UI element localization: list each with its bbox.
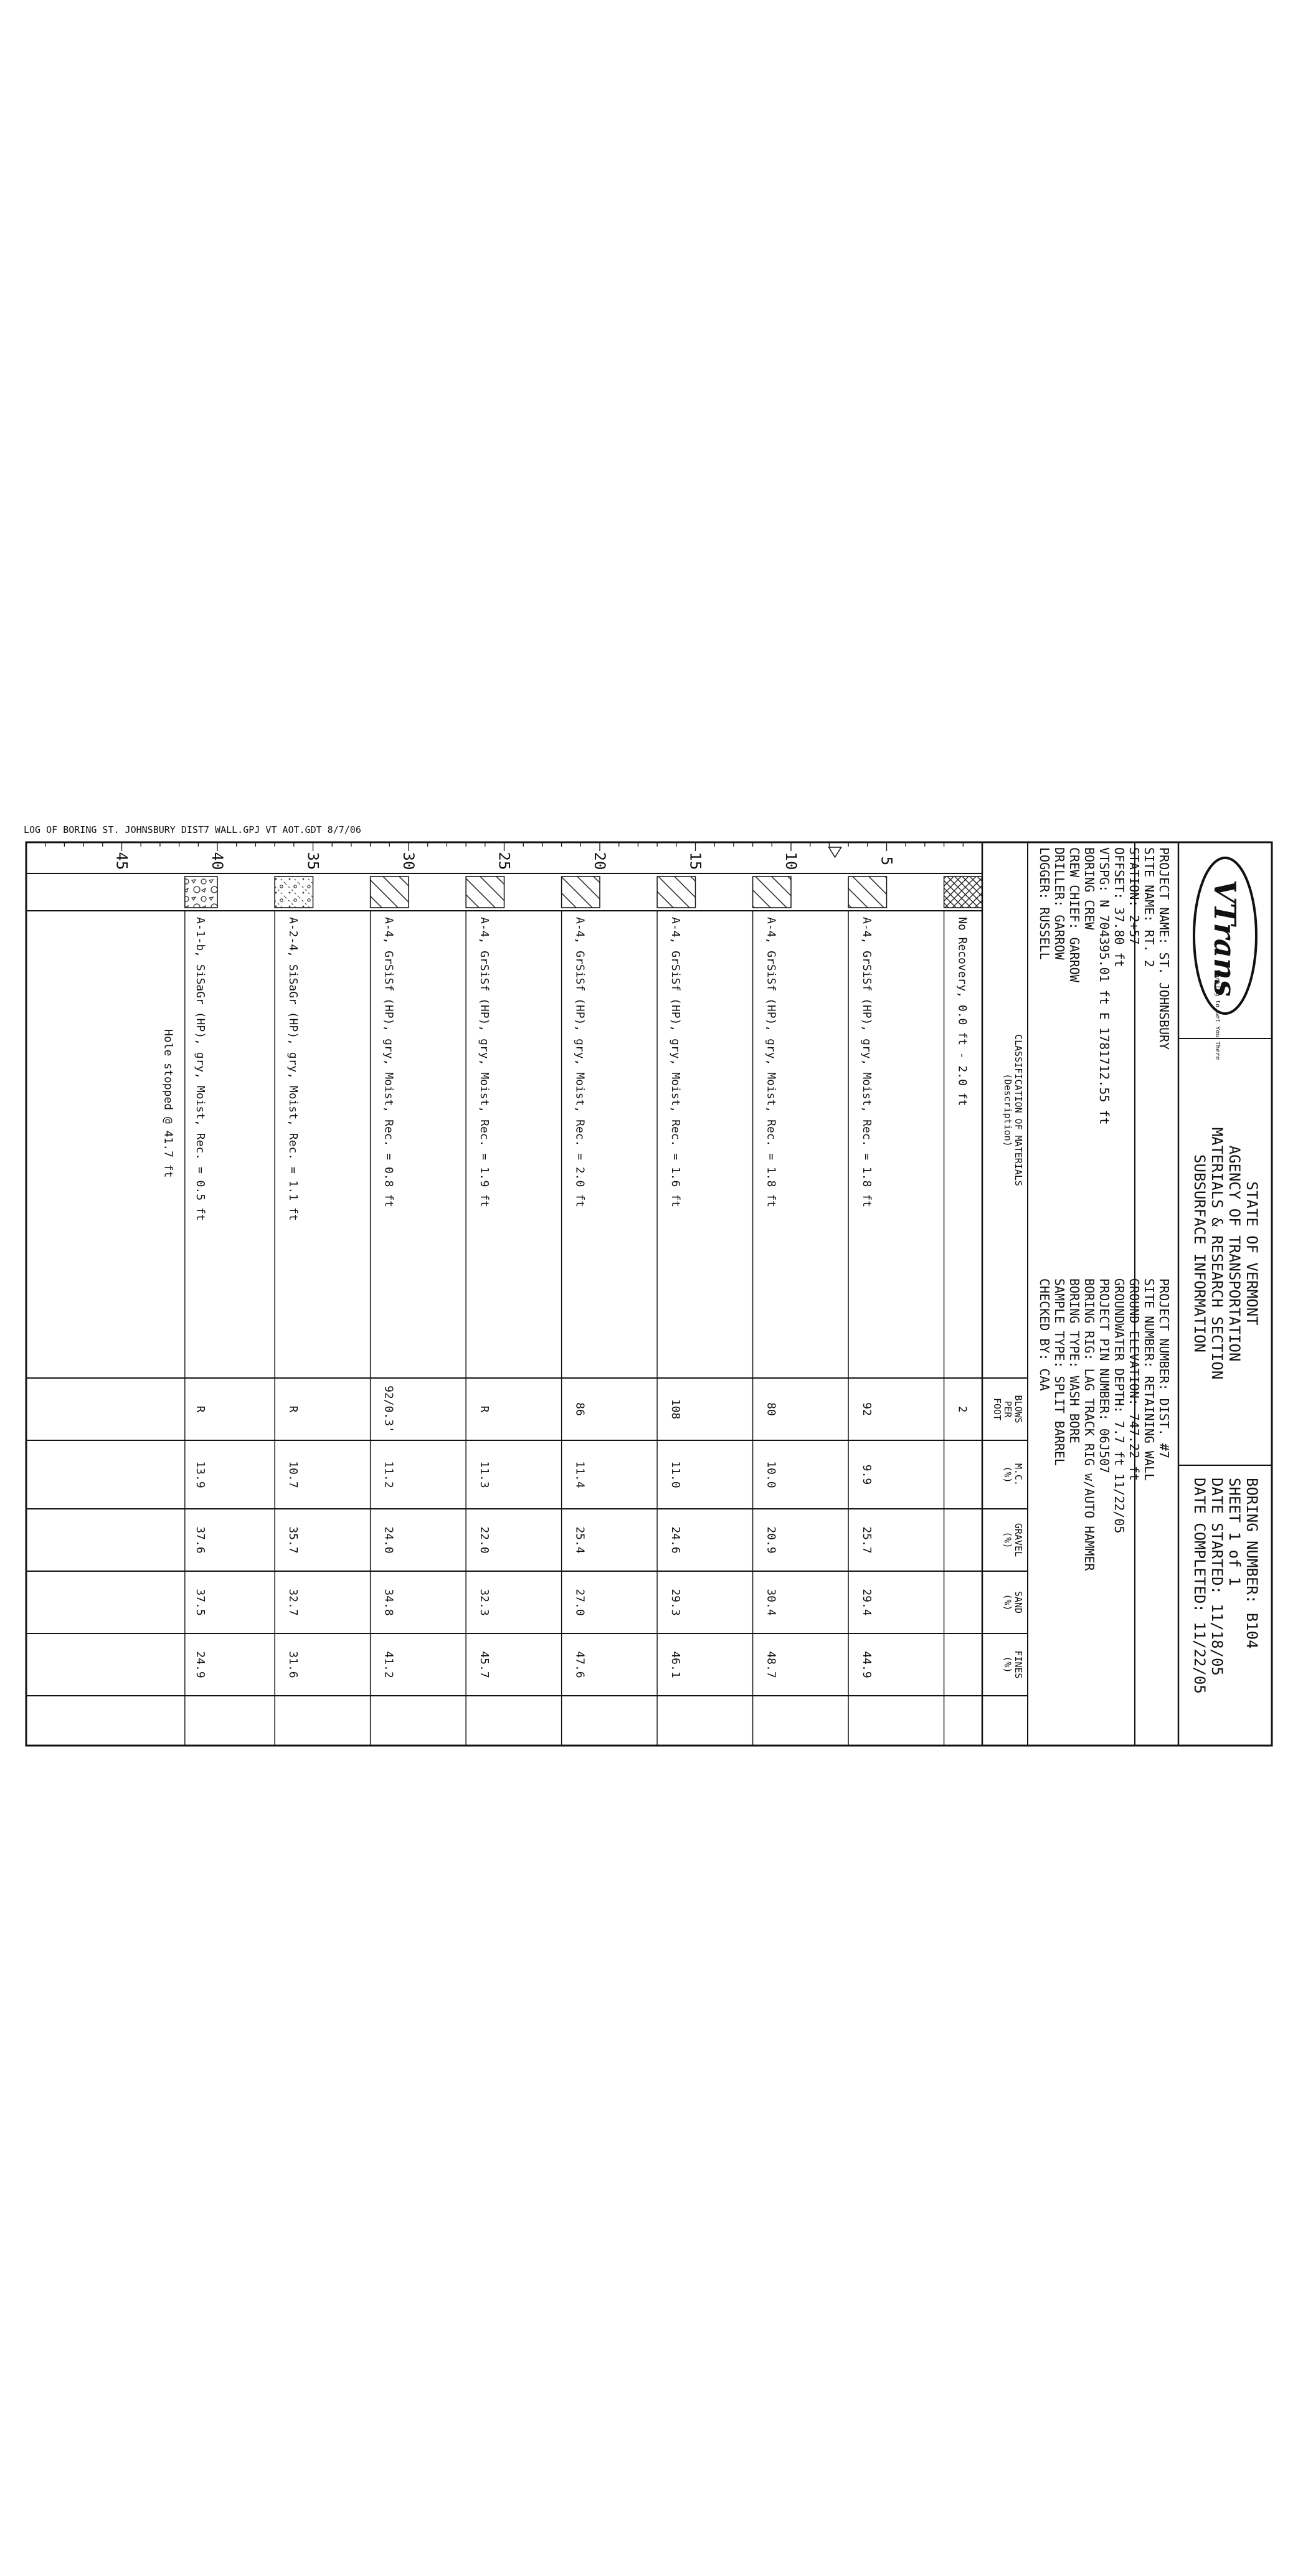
date-completed: DATE COMPLETED: 11/22/05 [1191, 1478, 1208, 1694]
sample-mc-value: 11.3 [477, 1461, 491, 1488]
sample-blows-value: R [477, 1405, 491, 1413]
sample-fines-value: 24.9 [193, 1651, 207, 1678]
silty-sand-symbol [657, 877, 695, 908]
column-header: M.C. [1013, 1463, 1024, 1486]
sample-mc-value: 10.0 [764, 1461, 778, 1488]
silty-sand-symbol [371, 877, 409, 908]
logo-subtext: Working to Get You There [1214, 970, 1221, 1060]
project-info-line: GROUNDWATER DEPTH: 7.7 ft 11/22/05 [1112, 1278, 1127, 1534]
column-header: FINES [1013, 1650, 1024, 1679]
sample-mc-value: 13.9 [193, 1461, 207, 1488]
sample-blows-value: 92/0.3' [382, 1385, 396, 1433]
sample-fines-value: 44.9 [860, 1651, 873, 1678]
column-header: (Description) [1002, 1073, 1013, 1147]
agency-line-2: AGENCY OF TRANSPORTATION [1226, 1145, 1243, 1362]
gravelly-sand-symbol [275, 877, 313, 908]
project-info-line: OFFSET: 37.80 ft [1112, 847, 1127, 967]
column-header: (%) [1002, 1466, 1013, 1483]
sample-mc-value: 11.0 [668, 1461, 682, 1488]
sample-sand-value: 29.3 [668, 1589, 682, 1616]
no-recovery-symbol [944, 877, 982, 908]
sample-fines-value: 31.6 [286, 1651, 300, 1678]
vtrans-logo-icon [1194, 858, 1256, 1060]
gravel-symbol [185, 877, 217, 908]
silty-sand-symbol [466, 877, 504, 908]
sample-fines-value: 41.2 [382, 1651, 396, 1678]
sample-description: A-4, GrSiSf (HP), gry, Moist, Rec. = 0.8 ft [382, 917, 396, 1207]
footer-note: LOG OF BORING ST. JOHNSBURY DIST7 WALL.GPJ VT AOT.GDT 8/7/06 [24, 824, 361, 835]
project-info-line: CHECKED BY: CAA [1037, 1278, 1052, 1391]
column-header: GRAVEL [1013, 1523, 1024, 1557]
boring-number: BORING NUMBER: B104 [1243, 1478, 1261, 1649]
sample-blows-value: R [286, 1405, 300, 1413]
sample-description: A-2-4, SiSaGr (HP), gry, Moist, Rec. = 1.1 ft [286, 917, 300, 1221]
sample-fines-value: 45.7 [477, 1651, 491, 1678]
sample-mc-value: 9.9 [860, 1464, 873, 1485]
project-info-line: PROJECT PIN NUMBER: 06J507 [1097, 1278, 1112, 1474]
column-header: CLASSIFICATION OF MATERIALS [1013, 1034, 1024, 1186]
sample-mc-value: 11.2 [382, 1461, 396, 1488]
sample-blows-value: 86 [573, 1402, 587, 1416]
sample-sand-value: 30.4 [764, 1589, 778, 1616]
sample-fines-value: 48.7 [764, 1651, 778, 1678]
project-info-line: PROJECT NAME: ST. JOHNSBURY [1157, 847, 1172, 1050]
project-info-line: GROUND ELEVATION: 747.22 ft [1127, 1278, 1142, 1481]
sample-description: A-1-b, SiSaGr (HP), gry, Moist, Rec. = 0.5 ft [193, 917, 207, 1221]
sample-sand-value: 37.5 [193, 1589, 207, 1616]
sample-gravel-value: 25.7 [860, 1526, 873, 1554]
sample-blows-value: 80 [764, 1402, 778, 1416]
sample-description: A-4, GrSiSf (HP), gry, Moist, Rec. = 2.0 ft [573, 917, 587, 1207]
project-info-left [1037, 847, 1172, 1125]
project-info-line: SAMPLE TYPE: SPLIT BARREL [1052, 1278, 1067, 1466]
sample-sand-value: 32.7 [286, 1589, 300, 1616]
project-info-line: PROJECT NUMBER: DIST. #7 [1157, 1278, 1172, 1458]
sample-gravel-value: 20.9 [764, 1526, 778, 1554]
agency-line-3: MATERIALS & RESEARCH SECTION [1208, 1127, 1226, 1380]
sample-fines-value: 47.6 [573, 1651, 587, 1678]
sample-description: A-4, GrSiSf (HP), gry, Moist, Rec. = 1.6 ft [668, 917, 682, 1207]
sample-description: A-4, GrSiSf (HP), gry, Moist, Rec. = 1.8 ft [764, 917, 778, 1207]
sample-description: A-4, GrSiSf (HP), gry, Moist, Rec. = 1.9 ft [477, 917, 491, 1207]
project-info-line: CREW CHIEF: GARROW [1067, 847, 1082, 982]
depth-label: 35 [304, 852, 322, 870]
log-body [26, 842, 982, 1746]
depth-label: 20 [591, 852, 609, 870]
end-note: Hole stopped @ 41.7 ft [161, 1029, 175, 1178]
sample-sand-value: 27.0 [573, 1589, 587, 1616]
sample-blows-value: R [193, 1405, 207, 1413]
depth-label: 10 [782, 852, 800, 870]
sample-fines-value: 46.1 [668, 1651, 682, 1678]
sample-gravel-value: 24.6 [668, 1526, 682, 1554]
depth-label: 40 [209, 852, 226, 870]
column-header: BLOWS [1013, 1395, 1024, 1423]
depth-label: 15 [686, 852, 704, 870]
column-header: (%) [1002, 1656, 1013, 1673]
groundwater-marker-icon [829, 847, 841, 857]
project-info-line: STATION: 2+57 [1127, 847, 1142, 945]
column-headers [26, 1034, 1028, 1696]
column-header: SAND [1013, 1590, 1024, 1614]
project-info-line: BORING RIG: LAG TRACK RIG w/AUTO HAMMER [1082, 1278, 1097, 1571]
column-header: FOOT [992, 1397, 1003, 1421]
sample-sand-value: 29.4 [860, 1589, 873, 1616]
project-info-line: VTSPG: N 704395.01 ft E 1781712.55 ft [1097, 847, 1112, 1125]
project-info-line: DRILLER: GARROW [1052, 847, 1067, 960]
silty-sand-symbol [753, 877, 791, 908]
sample-mc-value: 11.4 [573, 1461, 587, 1488]
depth-label: 45 [113, 852, 131, 870]
silty-sand-symbol [848, 877, 886, 908]
agency-line-4: SUBSURFACE INFORMATION [1191, 1154, 1208, 1352]
sample-gravel-value: 25.4 [573, 1526, 587, 1554]
sample-blows-value: 2 [955, 1405, 969, 1413]
depth-label: 25 [495, 852, 513, 870]
sample-mc-value: 10.7 [286, 1461, 300, 1488]
column-header: (%) [1002, 1531, 1013, 1549]
project-info-line: LOGGER: RUSSELL [1037, 847, 1052, 960]
sample-blows-value: 92 [860, 1402, 873, 1416]
agency-line-1: STATE OF VERMONT [1243, 1181, 1261, 1326]
project-info-line: BORING TYPE: WASH BORE [1067, 1278, 1082, 1443]
date-started: DATE STARTED: 11/18/05 [1208, 1478, 1226, 1676]
project-info-line: SITE NUMBER: RETAINING WALL [1142, 1278, 1157, 1481]
column-header: (%) [1002, 1594, 1013, 1611]
depth-label: 30 [400, 852, 417, 870]
sample-gravel-value: 24.0 [382, 1526, 396, 1554]
sample-sand-value: 32.3 [477, 1589, 491, 1616]
sample-description: A-4, GrSiSf (HP), gry, Moist, Rec. = 1.8 ft [860, 917, 873, 1207]
sample-gravel-value: 37.6 [193, 1526, 207, 1554]
sheet-count: SHEET 1 of 1 [1226, 1478, 1243, 1586]
project-info-line: SITE NAME: RT. 2 [1142, 847, 1157, 967]
sample-sand-value: 34.8 [382, 1589, 396, 1616]
title-block [26, 842, 1272, 1746]
silty-sand-symbol [562, 877, 600, 908]
project-info-right [1037, 1278, 1172, 1572]
column-header: PER [1002, 1400, 1013, 1418]
project-info-line: BORING CREW [1082, 847, 1097, 930]
sample-gravel-value: 22.0 [477, 1526, 491, 1554]
sample-blows-value: 108 [668, 1399, 682, 1420]
depth-label: 5 [878, 856, 896, 866]
sample-gravel-value: 35.7 [286, 1526, 300, 1554]
sample-description: No Recovery, 0.0 ft - 2.0 ft [955, 917, 969, 1106]
logo-text: VTrans [1207, 880, 1242, 997]
